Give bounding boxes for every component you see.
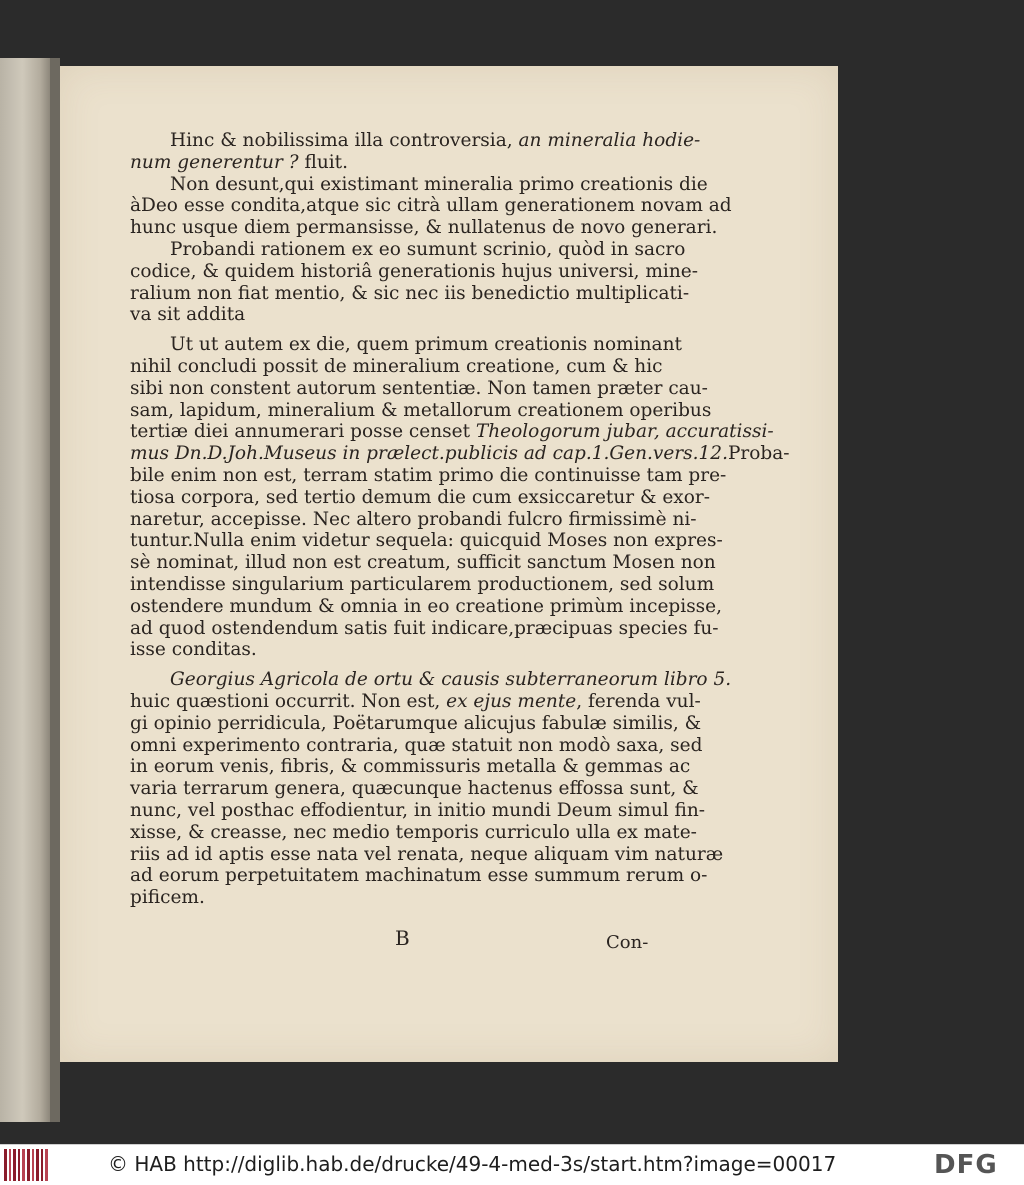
text-line xyxy=(130,712,702,735)
text-segment: sam, lapidum, mineralium & metallorum creationem operibus xyxy=(130,399,712,421)
italic-text: Georgius Agricola de ortu & causis subterraneorum libro 5. xyxy=(170,669,732,691)
text-line xyxy=(130,355,663,378)
viewer-footer xyxy=(0,1144,1024,1185)
text-segment: ad quod ostendendum satis fuit indicare,præcipuas species fu- xyxy=(130,617,719,639)
text-line xyxy=(130,282,690,305)
text-segment: àDeo esse condita,atque sic citrà ullam generationem novam ad xyxy=(130,195,732,217)
text-line xyxy=(130,304,650,326)
gutter-shadow xyxy=(50,58,60,1122)
text-segment: fluit. xyxy=(298,151,348,173)
text-line xyxy=(130,843,724,866)
text-segment: huic quæstioni occurrit. Non est, xyxy=(130,690,447,712)
paragraph xyxy=(130,173,732,239)
text-line xyxy=(130,530,723,552)
catchword: Con- xyxy=(606,932,649,953)
text-segment: nihil concludi possit de mineralium creatione, cum & hic xyxy=(130,355,663,377)
text-segment: bile enim non est, terram statim primo die continuisse tam pre- xyxy=(130,464,727,486)
text-segment: sibi non constent autorum sententiæ. Non tamen præter cau- xyxy=(130,377,708,399)
text-segment: intendisse singularium particularem productionem, sed solum xyxy=(130,573,715,595)
text-segment: , ferenda vul- xyxy=(576,690,701,712)
text-segment: tuntur.Nulla enim videtur sequela: quicquid Moses non expres- xyxy=(130,530,723,552)
text-segment: omni experimento contraria, quæ statuit non modò saxa, sed xyxy=(130,734,703,756)
text-line xyxy=(130,756,691,778)
text-segment: isse conditas. xyxy=(130,639,257,661)
text-line xyxy=(130,821,697,844)
italic-text: an mineralia hodie- xyxy=(518,130,701,151)
text-segment: varia terrarum genera, quæcunque hactenus effossa sunt, & xyxy=(130,778,699,800)
text-segment: ralium non fiat mentio, & sic nec iis benedictio multiplicati- xyxy=(130,282,690,304)
text-line xyxy=(130,734,703,757)
text-line xyxy=(130,334,682,356)
book-page xyxy=(60,66,838,1062)
text-segment: Ut ut autem ex die, quem primum creationis nominant xyxy=(170,334,682,356)
text-line xyxy=(130,173,708,196)
text-line xyxy=(130,421,774,443)
text-line xyxy=(130,778,699,800)
text-line xyxy=(130,690,701,713)
text-line xyxy=(130,464,727,487)
page-text xyxy=(130,130,790,909)
text-line xyxy=(130,799,706,822)
text-line xyxy=(130,887,650,909)
text-segment: Non desunt,qui existimant mineralia primo creationis die xyxy=(170,173,708,195)
text-line xyxy=(130,443,790,465)
text-segment: Proba- xyxy=(727,443,790,465)
text-segment: xisse, & creasse, nec medio temporis curriculo ulla ex mate- xyxy=(130,821,697,843)
italic-text: mus Dn.D.Joh.Museus in prælect.publicis ad cap.1.Gen.vers.12. xyxy=(130,443,728,465)
text-line xyxy=(130,508,697,531)
text-segment: hunc usque diem permansisse, & nullatenus de novo generari. xyxy=(130,217,718,239)
text-segment: ad eorum perpetuitatem machinatum esse summum rerum o- xyxy=(130,865,708,887)
paragraph xyxy=(130,130,701,174)
text-line xyxy=(130,195,732,217)
paragraph xyxy=(130,238,698,326)
text-line xyxy=(130,552,716,574)
text-segment: ostendere mundum & omnia in eo creatione primùm incepisse, xyxy=(130,595,723,617)
text-segment: va sit addita xyxy=(130,304,246,326)
text-segment: tiosa corpora, sed tertio demum die cum exsiccaretur & exor- xyxy=(130,486,710,508)
text-segment: nunc, vel posthac effodientur, in initio mundi Deum simul fin- xyxy=(130,799,706,821)
copyright-link[interactable]: © HAB http://diglib.hab.de/drucke/49-4-med-3s/start.htm?image=00017 xyxy=(108,1152,837,1176)
text-segment: naretur, accepisse. Nec altero probandi fulcro firmissimè ni- xyxy=(130,508,697,530)
italic-text: Theologorum jubar, accuratissi- xyxy=(475,421,774,443)
italic-text: num generentur ? xyxy=(130,151,299,173)
text-segment: in eorum venis, fibris, & commissuris metalla & gemmas ac xyxy=(130,756,691,778)
text-line xyxy=(130,238,686,261)
text-segment: pificem. xyxy=(130,887,205,909)
text-segment: Probandi rationem ex eo sumunt scrinio, quòd in sacro xyxy=(170,238,686,260)
text-segment: sè nominat, illud non est creatum, sufficit sanctum Mosen non xyxy=(130,552,716,574)
hab-barcode-logo-icon[interactable] xyxy=(4,1149,48,1181)
text-line xyxy=(130,152,650,174)
facing-page-edge xyxy=(0,58,50,1122)
text-segment: riis ad id aptis esse nata vel renata, neque aliquam vim naturæ xyxy=(130,843,724,865)
text-segment: Hinc & nobilissima illa controversia, xyxy=(170,130,519,151)
text-line xyxy=(130,617,719,640)
text-line xyxy=(130,669,732,691)
text-line xyxy=(130,217,718,239)
dfg-logo[interactable]: DFG xyxy=(934,1150,998,1180)
text-segment: codice, & quidem historiâ generationis hujus universi, mine- xyxy=(130,260,698,282)
paragraph xyxy=(130,669,732,909)
paragraph xyxy=(130,334,790,661)
text-line xyxy=(130,377,708,400)
text-line xyxy=(130,399,712,422)
text-line xyxy=(130,595,723,618)
text-line xyxy=(130,573,715,596)
signature-mark: B xyxy=(395,926,410,950)
text-line xyxy=(130,639,650,661)
text-line xyxy=(130,486,710,509)
text-segment: tertiæ diei annumerari posse censet xyxy=(130,421,476,443)
text-line xyxy=(130,130,701,152)
text-line xyxy=(130,865,708,887)
italic-text: ex ejus mente xyxy=(446,690,577,712)
text-line xyxy=(130,260,698,283)
text-segment: gi opinio perridicula, Poëtarumque alicujus fabulæ similis, & xyxy=(130,712,702,734)
